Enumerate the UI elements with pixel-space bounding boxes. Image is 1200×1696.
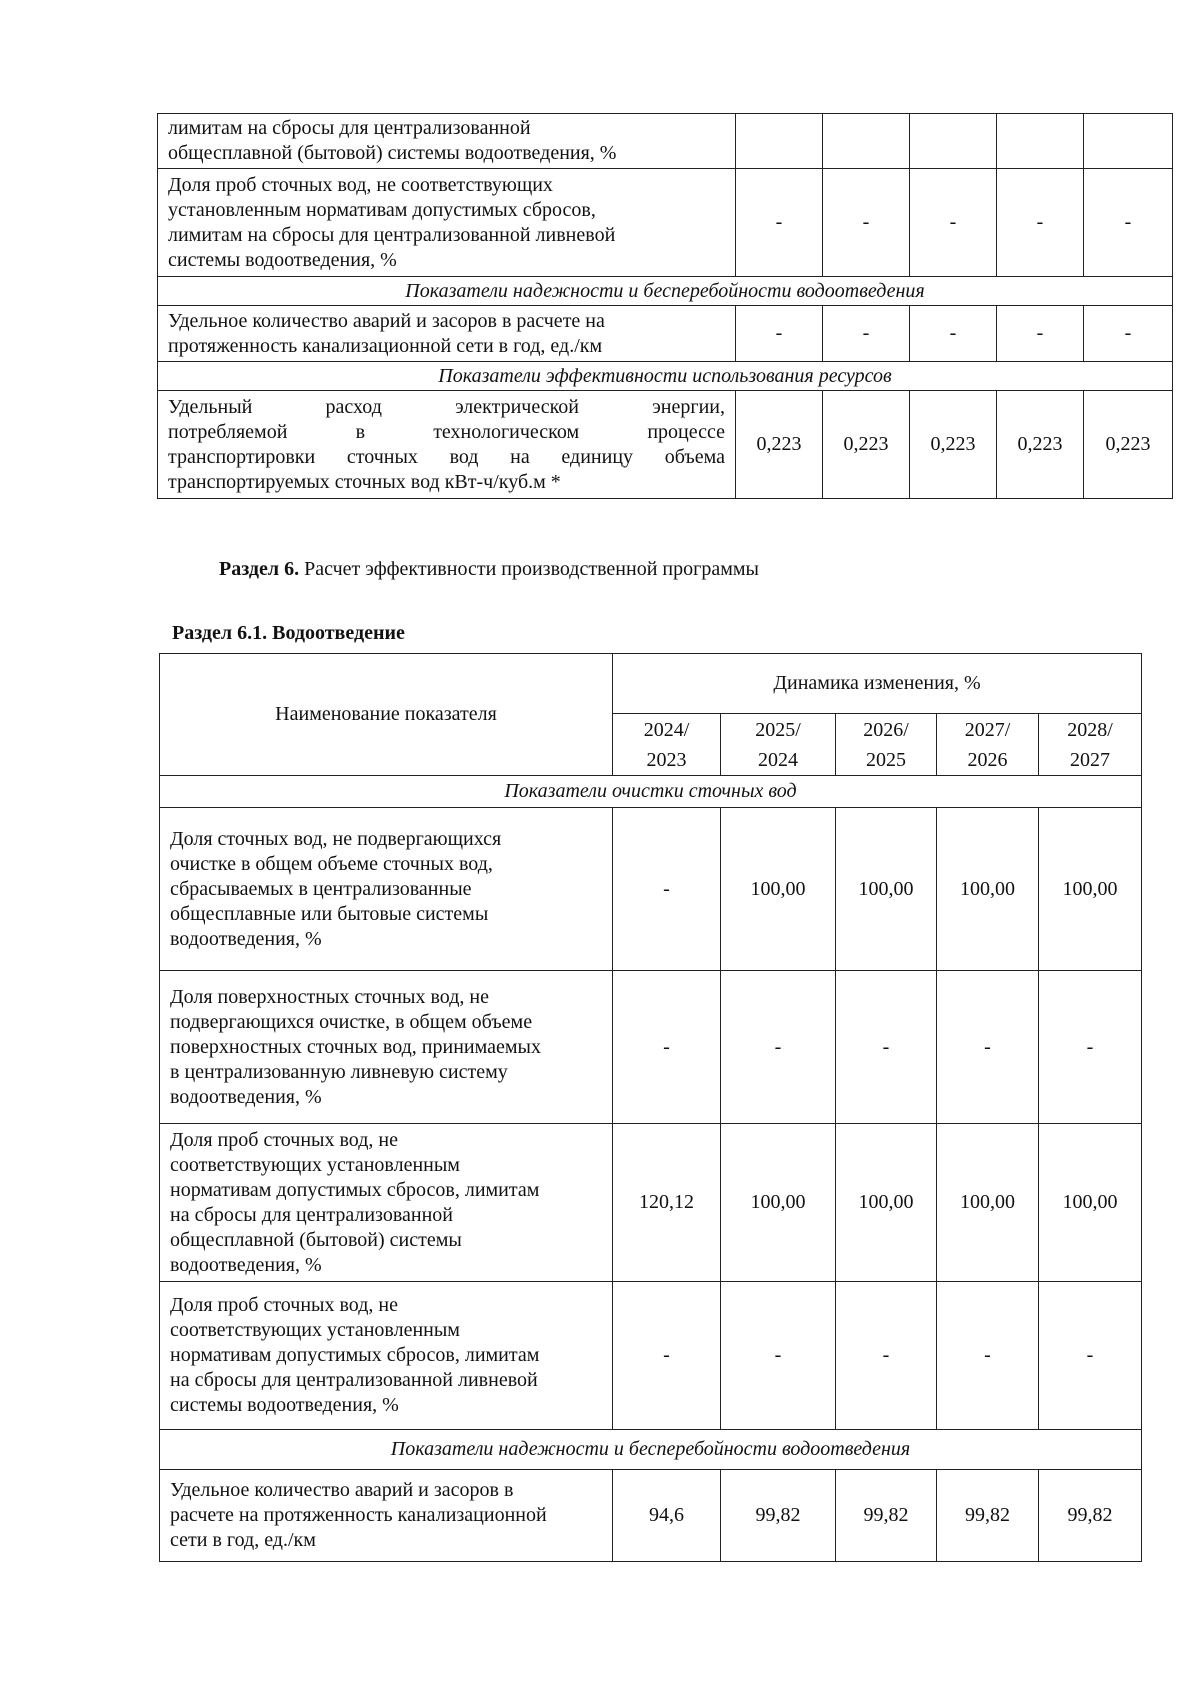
value-cell: - [613,1282,721,1430]
value-cell: - [910,306,997,362]
table-row [160,1282,1142,1430]
value-cell: 100,00 [836,1124,937,1282]
table-row [160,1470,1142,1562]
value-cell: - [937,971,1039,1124]
value-cell: 100,00 [721,1124,836,1282]
value-cell: - [736,169,823,277]
value-cell: 0,223 [910,391,997,499]
value-cell: 0,223 [997,391,1084,499]
value-cell: - [1084,169,1173,277]
value-cell: - [823,306,910,362]
table-row [160,808,1142,971]
value-cell: - [910,169,997,277]
value-cell: - [836,971,937,1124]
category-cleaning: Показатели очистки сточных вод [160,776,1142,808]
value-cell: - [836,1282,937,1430]
value-cell: - [721,971,836,1124]
year-header: 2028/ 2027 [1039,714,1142,776]
value-cell: - [823,169,910,277]
column-header-dynamics: Динамика изменения, % [613,654,1142,714]
value-cell [823,114,910,169]
value-cell [736,114,823,169]
category-row [160,776,1142,808]
section-6-1-heading: Раздел 6.1. Водоотведение [172,622,405,644]
header-row [160,654,1142,714]
section-6-number: Раздел 6. [219,558,300,580]
value-cell: 99,82 [1039,1470,1142,1562]
year-header: 2025/ 2024 [721,714,836,776]
value-cell: 100,00 [937,1124,1039,1282]
category-reliability: Показатели надежности и бесперебойности водоотведения [158,277,1173,306]
value-cell: 99,82 [721,1470,836,1562]
value-cell: - [1039,971,1142,1124]
year-header: 2027/ 2026 [937,714,1039,776]
value-cell: - [937,1282,1039,1430]
value-cell [910,114,997,169]
table-main [159,653,1142,1562]
value-cell: 94,6 [613,1470,721,1562]
value-cell [997,114,1084,169]
row-label: Доля проб сточных вод, не соответствующих установленным нормативам допустимых сбросов, лимитам на сбросы для централизованной ливневой системы водоотведения, % [158,169,736,277]
category-row [158,362,1173,391]
value-cell: 0,223 [736,391,823,499]
value-cell: 100,00 [1039,808,1142,971]
row-label: Удельное количество аварий и засоров в расчете на протяженность канализационной сети в год, ед./км [160,1470,613,1562]
category-row [160,1430,1142,1470]
value-cell: 100,00 [1039,1124,1142,1282]
value-cell: 100,00 [937,808,1039,971]
value-cell: 120,12 [613,1124,721,1282]
row-label: Удельный расход электрической энергии, потребляемой в технологическом процессе транспортировки сточных вод на единицу объема транспортируемых сточных вод кВт-ч/куб.м * [158,391,736,499]
value-cell: 100,00 [836,808,937,971]
year-header: 2024/ 2023 [613,714,721,776]
table-row [158,306,1173,362]
table-row [158,169,1173,277]
value-cell: - [1084,306,1173,362]
row-label: Доля поверхностных сточных вод, не подвергающихся очистке, в общем объеме поверхностных сточных вод, принимаемых в централизованную ливневую систему водоотведения, % [160,971,613,1124]
table-top [157,113,1173,499]
row-label: Доля проб сточных вод, не соответствующих установленным нормативам допустимых сбросов, лимитам на сбросы для централизованной общесплавной (бытовой) системы водоотведения, % [160,1124,613,1282]
value-cell [1084,114,1173,169]
value-cell: - [613,808,721,971]
table-row [158,114,1173,169]
value-cell: 100,00 [721,808,836,971]
value-cell: 99,82 [836,1470,937,1562]
column-header-name: Наименование показателя [160,654,613,776]
row-label: лимитам на сбросы для централизованной общесплавной (бытовой) системы водоотведения, % [158,114,736,169]
value-cell: - [997,169,1084,277]
row-label: Доля сточных вод, не подвергающихся очистке в общем объеме сточных вод, сбрасываемых в централизованные общесплавные или бытовые системы водоотведения, % [160,808,613,971]
table-row [160,971,1142,1124]
value-cell: 0,223 [823,391,910,499]
section-6-heading [219,556,759,582]
value-cell: - [997,306,1084,362]
table-row [158,391,1173,499]
row-label: Доля проб сточных вод, не соответствующих установленным нормативам допустимых сбросов, лимитам на сбросы для централизованной ливневой системы водоотведения, % [160,1282,613,1430]
value-cell: 99,82 [937,1470,1039,1562]
category-row [158,277,1173,306]
value-cell: - [613,971,721,1124]
row-label: Удельное количество аварий и засоров в расчете на протяженность канализационной сети в год, ед./км [158,306,736,362]
value-cell: - [1039,1282,1142,1430]
table-row [160,1124,1142,1282]
value-cell: - [736,306,823,362]
section-6-title: Расчет эффективности производственной программы [304,558,759,580]
category-reliability: Показатели надежности и бесперебойности водоотведения [160,1430,1142,1470]
year-header: 2026/ 2025 [836,714,937,776]
category-efficiency: Показатели эффективности использования ресурсов [158,362,1173,391]
value-cell: 0,223 [1084,391,1173,499]
value-cell: - [721,1282,836,1430]
